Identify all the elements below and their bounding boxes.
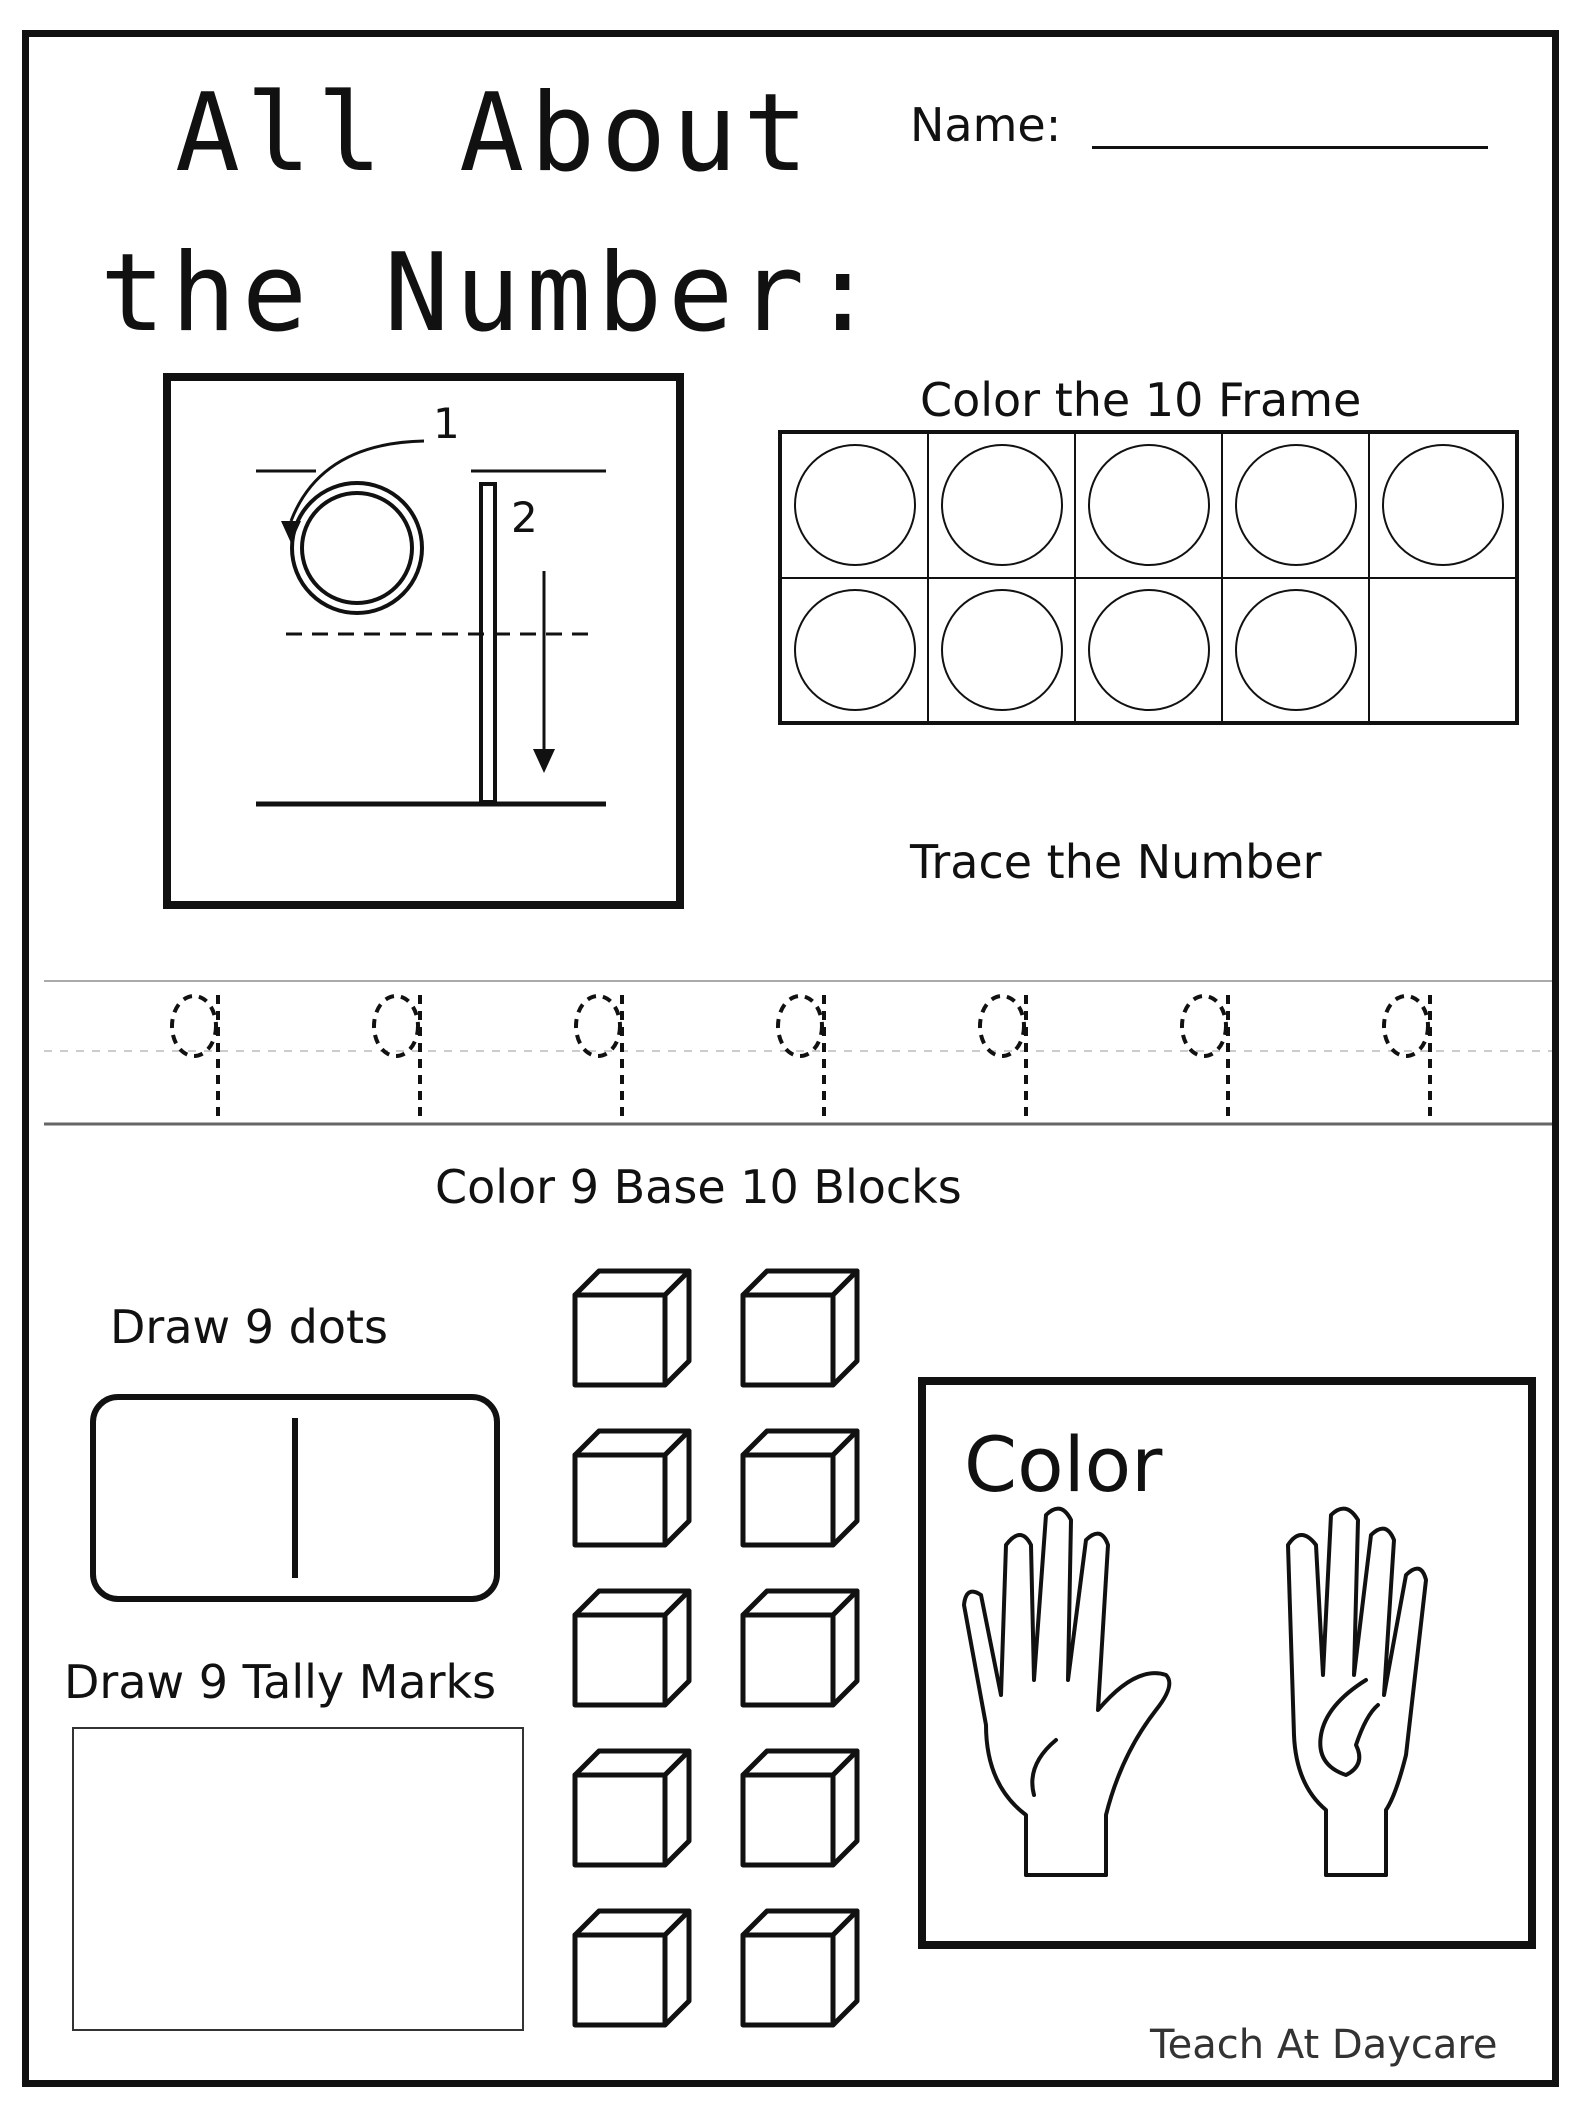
trace-digit[interactable] [374,995,420,1122]
trace-digit[interactable] [172,995,218,1122]
ten-frame-cell[interactable] [928,578,1075,723]
trace-label: Trace the Number [910,835,1322,889]
ten-frame-cell[interactable] [1369,433,1516,578]
ten-frame-circle[interactable] [1088,444,1210,566]
footer-credit: Teach At Daycare [1150,2022,1498,2068]
hands-label: Color [964,1420,1163,1509]
dots-divider [292,1418,298,1578]
base-ten-block[interactable] [575,1911,689,2025]
base-ten-block[interactable] [743,1431,857,1545]
trace-digit[interactable] [1384,995,1430,1122]
tally-label: Draw 9 Tally Marks [64,1655,497,1709]
ten-frame-cell[interactable] [781,433,928,578]
ten-frame-circle[interactable] [1088,589,1210,711]
ten-frame-cell-empty[interactable] [1369,578,1516,723]
ten-frame-circle[interactable] [794,589,916,711]
trace-digit[interactable] [778,995,824,1122]
base-ten-block[interactable] [575,1751,689,1865]
dots-label: Draw 9 dots [110,1300,388,1354]
hands-illustration[interactable] [926,1495,1526,1935]
base-ten-block[interactable] [575,1271,689,1385]
stroke-label-1: 1 [433,399,460,448]
base-ten-block[interactable] [743,1271,857,1385]
base-ten-block[interactable] [743,1751,857,1865]
trace-digit[interactable] [1182,995,1228,1122]
ten-frame-cell[interactable] [1075,433,1222,578]
stroke-label-2: 2 [511,493,538,542]
ten-frame-circle[interactable] [941,444,1063,566]
ten-frame [778,430,1519,725]
tally-drawing-area[interactable] [72,1727,524,2031]
title-line-1: All About [175,71,815,196]
ten-frame-cell[interactable] [1222,433,1369,578]
ten-frame-circle[interactable] [1382,444,1504,566]
ten-frame-circle[interactable] [941,589,1063,711]
ten-frame-cell[interactable] [781,578,928,723]
ten-frame-cell[interactable] [1075,578,1222,723]
number-stroke-guide [171,381,676,901]
trace-digit[interactable] [576,995,622,1122]
number-writing-box [163,373,684,909]
base-ten-block[interactable] [575,1431,689,1545]
base-ten-blocks [560,1255,880,2055]
ten-frame-circle[interactable] [794,444,916,566]
ten-frame-circle[interactable] [1235,589,1357,711]
name-field[interactable] [1092,146,1488,149]
ten-frame-label: Color the 10 Frame [920,373,1362,427]
trace-digit[interactable] [980,995,1026,1122]
trace-writing-lines [44,975,1552,1135]
dots-drawing-area[interactable] [90,1394,500,1602]
ten-frame-cell[interactable] [1222,578,1369,723]
base-ten-block[interactable] [743,1591,857,1705]
hands-box [918,1377,1536,1949]
title-line-2: the Number: [100,231,882,356]
base-ten-block[interactable] [575,1591,689,1705]
name-label: Name: [910,98,1062,152]
blocks-label: Color 9 Base 10 Blocks [435,1160,962,1214]
ten-frame-cell[interactable] [928,433,1075,578]
base-ten-block[interactable] [743,1911,857,2025]
ten-frame-circle[interactable] [1235,444,1357,566]
